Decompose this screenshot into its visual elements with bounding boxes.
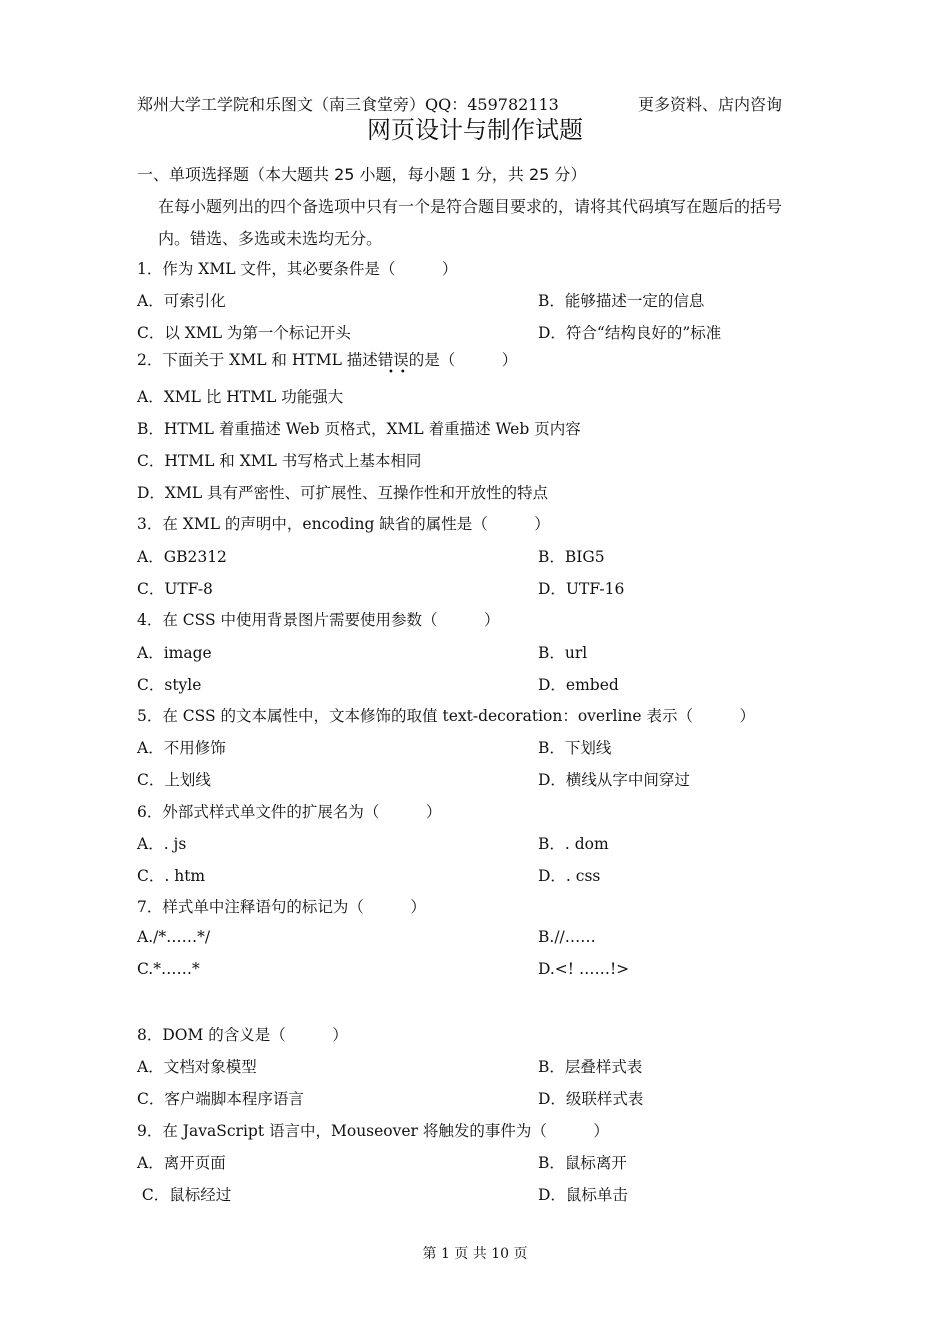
option-b: B．层叠样式表 <box>538 1058 643 1076</box>
option-d: D.<! ……!> <box>538 960 630 978</box>
option-c: C．HTML 和 XML 书写格式上基本相同 <box>137 452 422 470</box>
option-a: A．XML 比 HTML 功能强大 <box>137 388 344 406</box>
section-heading: 一、单项选择题（本大题共 25 小题，每小题 1 分，共 25 分） <box>137 165 587 184</box>
instruction-line-1: 在每小题列出的四个备选项中只有一个是符合题目要求的，请将其代码填写在题后的括号 <box>158 197 783 216</box>
option-d: D．UTF-16 <box>538 580 625 598</box>
question-text: 6．外部式样式单文件的扩展名为（ ） <box>137 803 442 821</box>
option-b: B.//…… <box>538 928 596 946</box>
option-c: C．. htm <box>137 867 206 885</box>
question-text: 4．在 CSS 中使用背景图片需要使用参数（ ） <box>137 611 500 629</box>
option-d: D．embed <box>538 676 619 694</box>
option-a: A．GB2312 <box>137 548 227 566</box>
option-c: C．style <box>137 676 202 694</box>
option-a: A．文档对象模型 <box>137 1058 257 1076</box>
page-title: 网页设计与制作试题 <box>367 116 583 144</box>
option-b: B．. dom <box>538 835 609 853</box>
question-text: 7．样式单中注释语句的标记为（ ） <box>137 898 426 916</box>
header-contact: 郑州大学工学院和乐图文（南三食堂旁）QQ：459782113 <box>137 95 559 114</box>
option-a: A．image <box>137 644 212 662</box>
option-d: D．符合“结构良好的”标准 <box>538 324 722 342</box>
question-text: 1．作为 XML 文件，其必要条件是（ ） <box>137 260 458 278</box>
option-c: C.*……* <box>137 960 200 978</box>
header-note: 更多资料、店内咨询 <box>638 95 783 114</box>
question-text: 2．下面关于 XML 和 HTML 描述错误的是（ ） <box>137 351 518 369</box>
option-c: C．以 XML 为第一个标记开头 <box>137 324 351 342</box>
option-a: A．不用修饰 <box>137 739 226 757</box>
option-d: D．级联样式表 <box>538 1090 644 1108</box>
option-a: A．可索引化 <box>137 292 226 310</box>
option-a: A．. js <box>137 835 187 853</box>
option-b: B．url <box>538 644 588 662</box>
option-a: A./*……*/ <box>137 928 211 946</box>
option-b: B．下划线 <box>538 739 612 757</box>
instruction-line-2: 内。错选、多选或未选均无分。 <box>158 229 383 248</box>
option-c: C．客户端脚本程序语言 <box>137 1090 304 1108</box>
option-b: B．BIG5 <box>538 548 605 566</box>
option-c: C．鼠标经过 <box>137 1186 232 1204</box>
question-text: 8．DOM 的含义是（ ） <box>137 1026 348 1044</box>
option-d: D．. css <box>538 867 601 885</box>
question-text: 3．在 XML 的声明中，encoding 缺省的属性是（ ） <box>137 515 550 533</box>
question-text: 9．在 JavaScript 语言中，Mouseover 将触发的事件为（ ） <box>137 1122 609 1140</box>
option-d: D．鼠标单击 <box>538 1186 628 1204</box>
option-b: B．能够描述一定的信息 <box>538 292 705 310</box>
option-c: C．上划线 <box>137 771 211 789</box>
option-d: D．横线从字中间穿过 <box>538 771 690 789</box>
option-b: B．HTML 着重描述 Web 页格式，XML 着重描述 Web 页内容 <box>137 420 581 438</box>
page-footer: 第 1 页 共 10 页 <box>422 1246 528 1262</box>
emphasis-dots: •• <box>388 367 412 378</box>
question-text: 5．在 CSS 的文本属性中，文本修饰的取值 text-decoration：overline 表示（ ） <box>137 707 756 725</box>
option-d: D．XML 具有严密性、可扩展性、互操作性和开放性的特点 <box>137 484 549 502</box>
option-c: C．UTF-8 <box>137 580 213 598</box>
option-a: A．离开页面 <box>137 1154 226 1172</box>
option-b: B．鼠标离开 <box>538 1154 627 1172</box>
